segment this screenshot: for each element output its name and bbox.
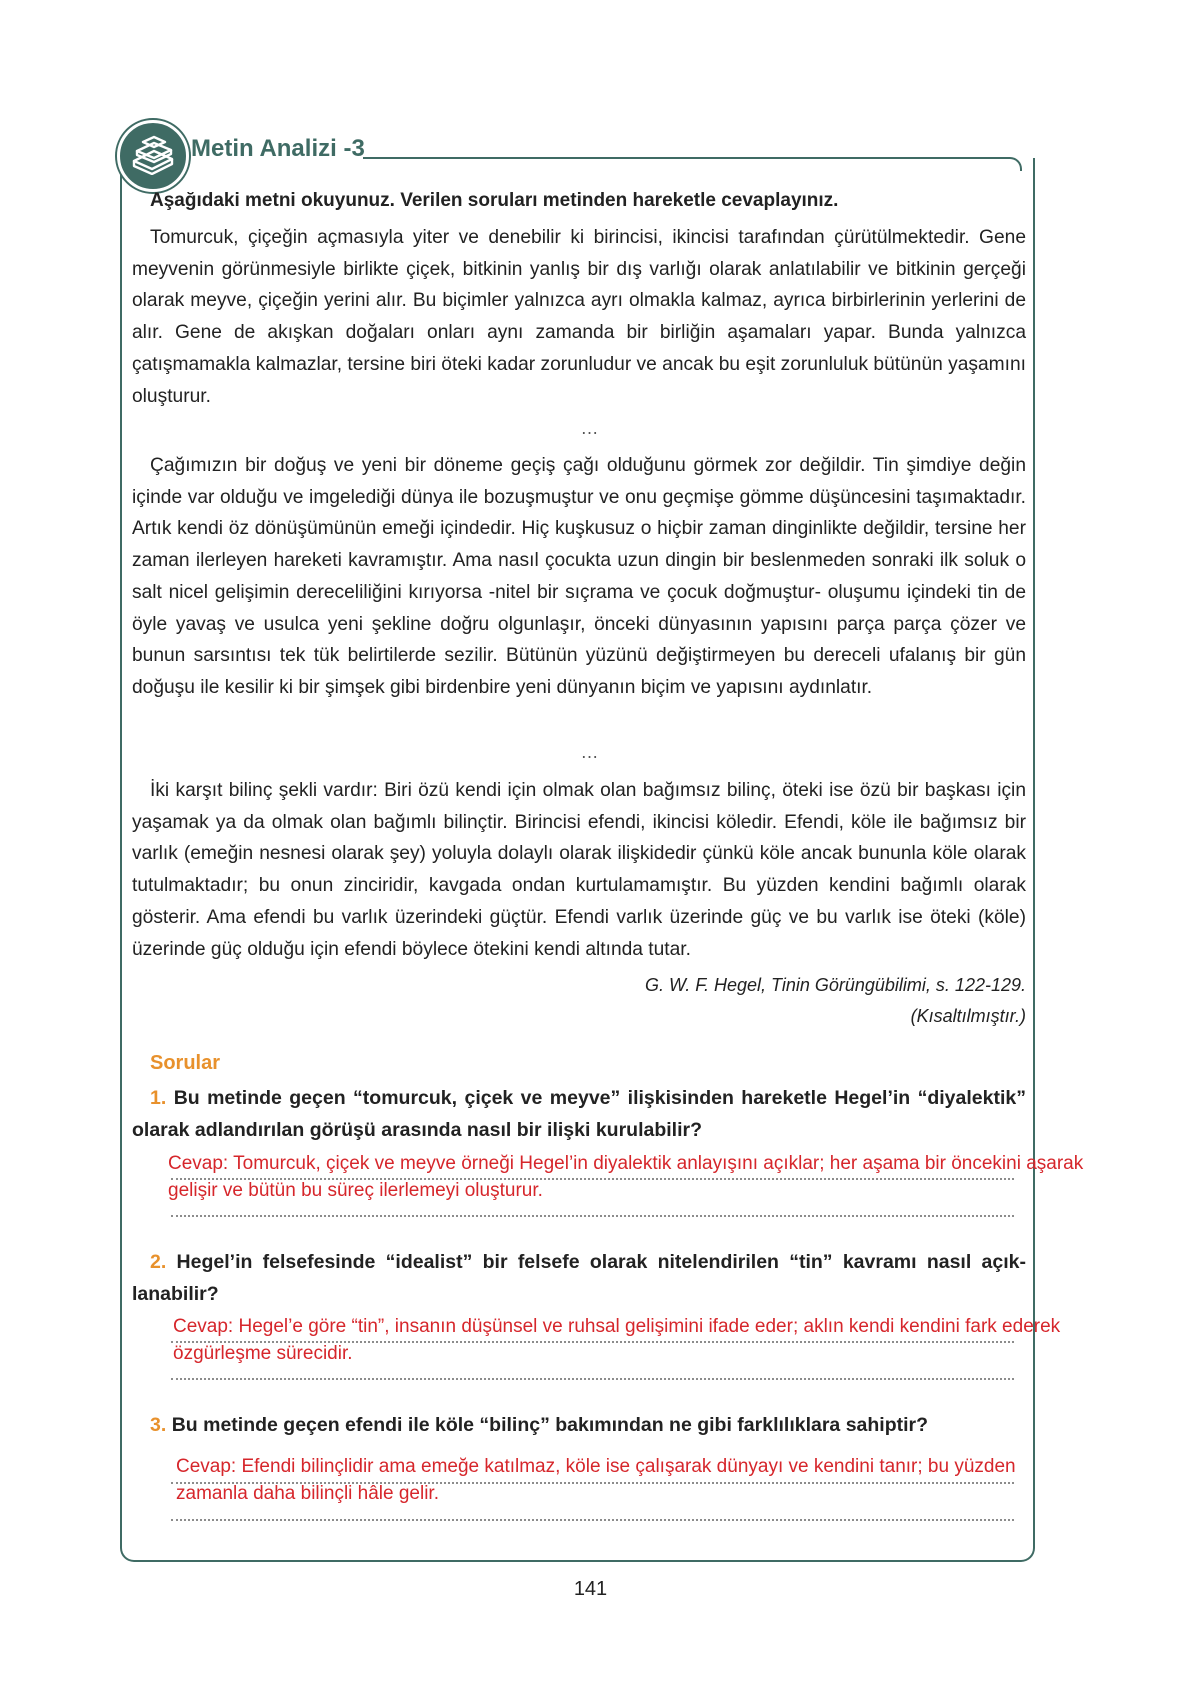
paragraph-3: İki karşıt bilinç şekli vardır: Biri özü kendi için olmak olan bağımsız bilinç, öteki ise özü bir başkası için yaşamak ya da olmak olan bağımlı bilinçtir. Birincisi efendi, ikincisi köledir. Efendi, köle ile bağımsız bir varlık (emeğin nesnesi olarak şey) yoluyla dolaylı olarak ilişkidedir çünkü köle ancak bununla köle olarak tutulmaktadır; bu onun zinciridir, kavgada ondan kurtulamamıştır. Bu yüzden kendini bağımlı olarak gösterir. Ama efendi bu varlık üzerindeki güçtür. Efendi varlık üzerinde güç ve bu varlık ise öteki (köle) üzerinde güç olduğu için efendi böylece ötekini kendi altında tutar. (132, 780, 1026, 960)
question-3 (132, 1409, 1026, 1441)
answer-2-line-2: özgürleşme sürecidir. (173, 1343, 353, 1364)
ellipsis-2: … (580, 742, 600, 762)
question-number: 3. (150, 1414, 167, 1436)
question-number: 1. (150, 1087, 167, 1109)
answer-2-line-1: Cevap: Hegel’e göre “tin”, insanın düşünsel ve ruhsal gelişimini ifade eder; aklın kendi kendini fark ederek (173, 1316, 1061, 1337)
question-text: Bu metinde geçen “tomurcuk, çiçek ve meyve” ilişkisinden hareketle Hegel’in “diyalektik” olarak adlandırılan görüşü arasında nasıl bir ilişki kurulabilir? (132, 1087, 1026, 1141)
question-2 (132, 1246, 1026, 1310)
paragraph-2: Çağımızın bir doğuş ve yeni bir döneme geçiş çağı olduğunu görmek zor değildir. Tin şimdiye değin içinde var olduğu ve imgelediği dünya ile bozuşmuştur ve onu geçmişe gömme düşüncesini taşımaktadır. Artık kendi öz dönüşümünün emeği içindedir. Hiç kuşkusuz o hiçbir zaman dinginlikte değildir, tersine her zaman ilerleyen hareketi kavramıştır. Ama nasıl çocukta uzun dingin bir beslenmeden sonraki ilk soluk o salt nicel gelişimin dereceliliğini kırıyorsa -nitel bir sıçrama ve çocuk doğmuştur- oluşumu içindeki tin de öyle yavaş ve usulca yeni şekline doğru olgunlaşır, önceki dünyasının yapısını parça parça çözer ve bunun sarsıntısı tek tük belirtilerde sezilir. Bütünün yüzünü değiştirmeyen bu dereceli ufalanış bir gün doğuşu ile kesilir ki bir şimşek gibi birdenbire yeni dünyanın biçim ve yapısını aydınlatır. (132, 455, 1026, 698)
books-icon (117, 120, 189, 192)
question-text: Hegel’in felsefesinde “idealist” bir felsefe olarak nitelendirilen “tin” kavramı nasıl açıklanabilir? (132, 1251, 1026, 1305)
instruction: Aşağıdaki metni okuyunuz. Verilen soruları metinden hareketle cevaplayınız. (150, 190, 839, 211)
question-number: 2. (150, 1251, 167, 1273)
answer-1-line-1: Cevap: Tomurcuk, çiçek ve meyve örneği Hegel’in diyalektik anlayışını açıklar; her aşama bir öncekini aşarak (168, 1153, 1084, 1174)
answer-3-line-1: Cevap: Efendi bilinçlidir ama emeğe katılmaz, köle ise çalışarak dünyayı ve kendini tanır; bu yüzden (176, 1456, 1016, 1477)
answer-line (171, 1215, 1014, 1217)
answer-3-line-2: zamanla daha bilinçli hâle gelir. (176, 1483, 439, 1504)
citation-note: (Kısaltılmıştır.) (910, 1006, 1026, 1026)
question-1 (132, 1082, 1026, 1146)
page-number: 141 (573, 1578, 608, 1600)
answer-line (171, 1519, 1014, 1521)
section-title: Metin Analizi -3 (191, 135, 365, 162)
frame-top-border (363, 157, 1022, 171)
question-text: Bu metinde geçen efendi ile köle “bilinç” bakımından ne gibi farklılıklara sahiptir? (171, 1414, 929, 1436)
answer-1-line-2: gelişir ve bütün bu süreç ilerlemeyi oluşturur. (168, 1180, 543, 1201)
answer-line (171, 1378, 1014, 1380)
citation-source: G. W. F. Hegel, Tinin Görüngübilimi, s. 122-129. (644, 975, 1026, 995)
paragraph-1: Tomurcuk, çiçeğin açmasıyla yiter ve denebilir ki birincisi, ikincisi tarafından çürütülmektedir. Gene meyvenin görünmesiyle birlikte çiçek, bitkinin yanlış bir dış varlığı olarak anlatılabilir ve bitkinin gerçeği olarak meyve, çiçeğin yerini alır. Bu biçimler yalnızca ayrı olmakla kalmaz, ayrıca birbirlerinin yerlerini de alır. Gene de akışkan doğaları onları aynı zamanda bir birliğin aşamaları yapar. Bunda yalnızca çatışmamakla kalmazlar, tersine biri öteki kadar zorunludur ve ancak bu eşit zorunluluk bütünün yaşamını oluşturur. (132, 227, 1026, 407)
ellipsis-1: … (580, 418, 600, 438)
questions-heading: Sorular (150, 1052, 221, 1074)
